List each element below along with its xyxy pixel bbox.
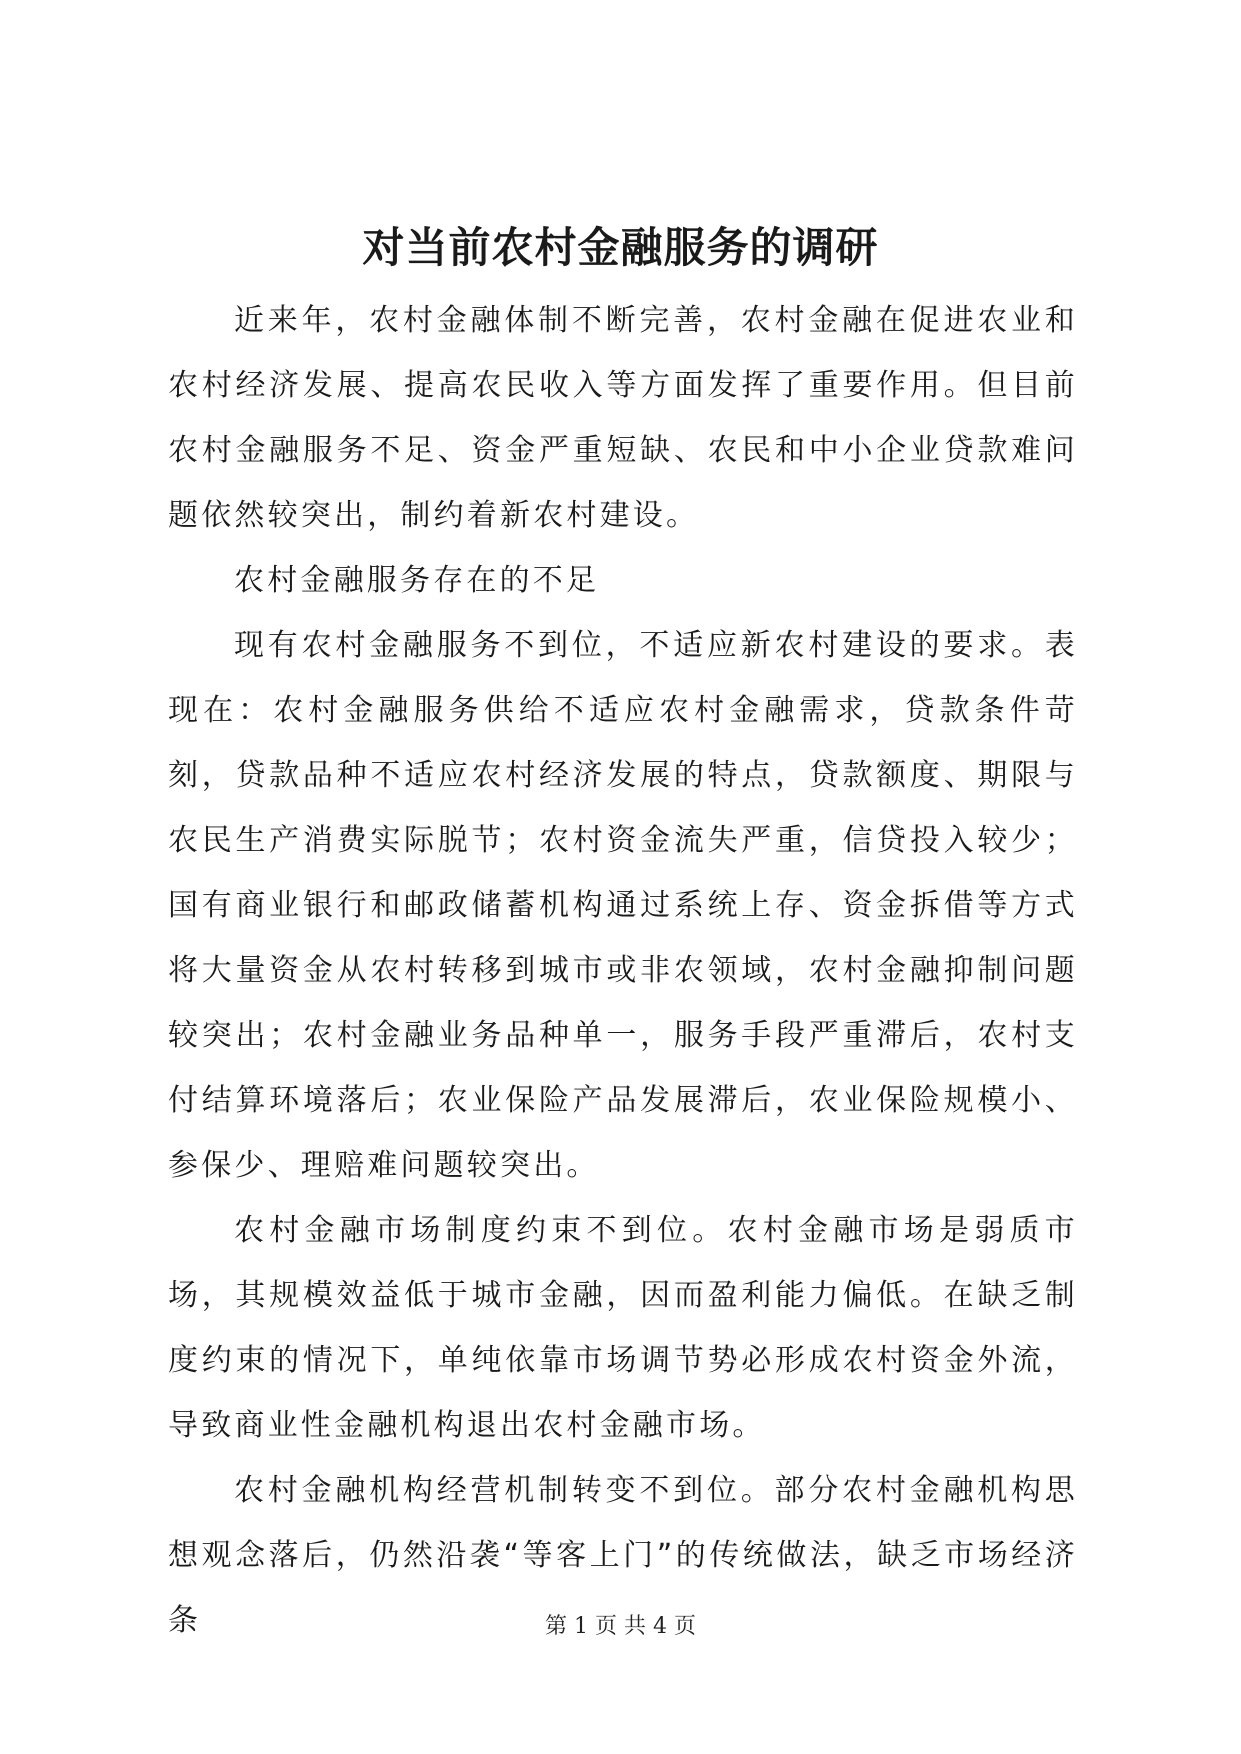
- page-footer: 第 1 页 共 4 页: [545, 1614, 696, 1639]
- paragraph-service-shortfall: 现有农村金融服务不到位，不适应新农村建设的要求。表现在：农村金融服务供给不适应农村金融需求，贷款条件苛刻，贷款品种不适应农村经济发展的特点，贷款额度、期限与农民生产消费实际脱节；农村资金流失严重，信贷投入较少；国有商业银行和邮政储蓄机构通过系统上存、资金拆借等方式将大量资金从农村转移到城市或非农领域，农村金融抑制问题较突出；农村金融业务品种单一，服务手段严重滞后，农村支付结算环境落后；农业保险产品发展滞后，农业保险规模小、参保少、理赔难问题较突出。: [168, 628, 1078, 1183]
- paragraph-market-constraint: 农村金融市场制度约束不到位。农村金融市场是弱质市场，其规模效益低于城市金融，因而盈利能力偏低。在缺乏制度约束的情况下，单纯依靠市场调节势必形成农村资金外流，导致商业性金融机构退出农村金融市场。: [168, 1213, 1078, 1443]
- paragraph-intro: 近来年，农村金融体制不断完善，农村金融在促进农业和农村经济发展、提高农民收入等方面发挥了重要作用。但目前农村金融服务不足、资金严重短缺、农民和中小企业贷款难问题依然较突出，制约着新农村建设。: [168, 303, 1078, 533]
- document-title: 对当前农村金融服务的调研: [362, 223, 879, 272]
- section-heading: 农村金融服务存在的不足: [234, 563, 600, 598]
- document-body: [168, 288, 1078, 1653]
- paragraph-operating-mechanism: 农村金融机构经营机制转变不到位。部分农村金融机构思想观念落后，仍然沿袭“等客上门”的传统做法，缺乏市场经济条: [168, 1473, 1078, 1638]
